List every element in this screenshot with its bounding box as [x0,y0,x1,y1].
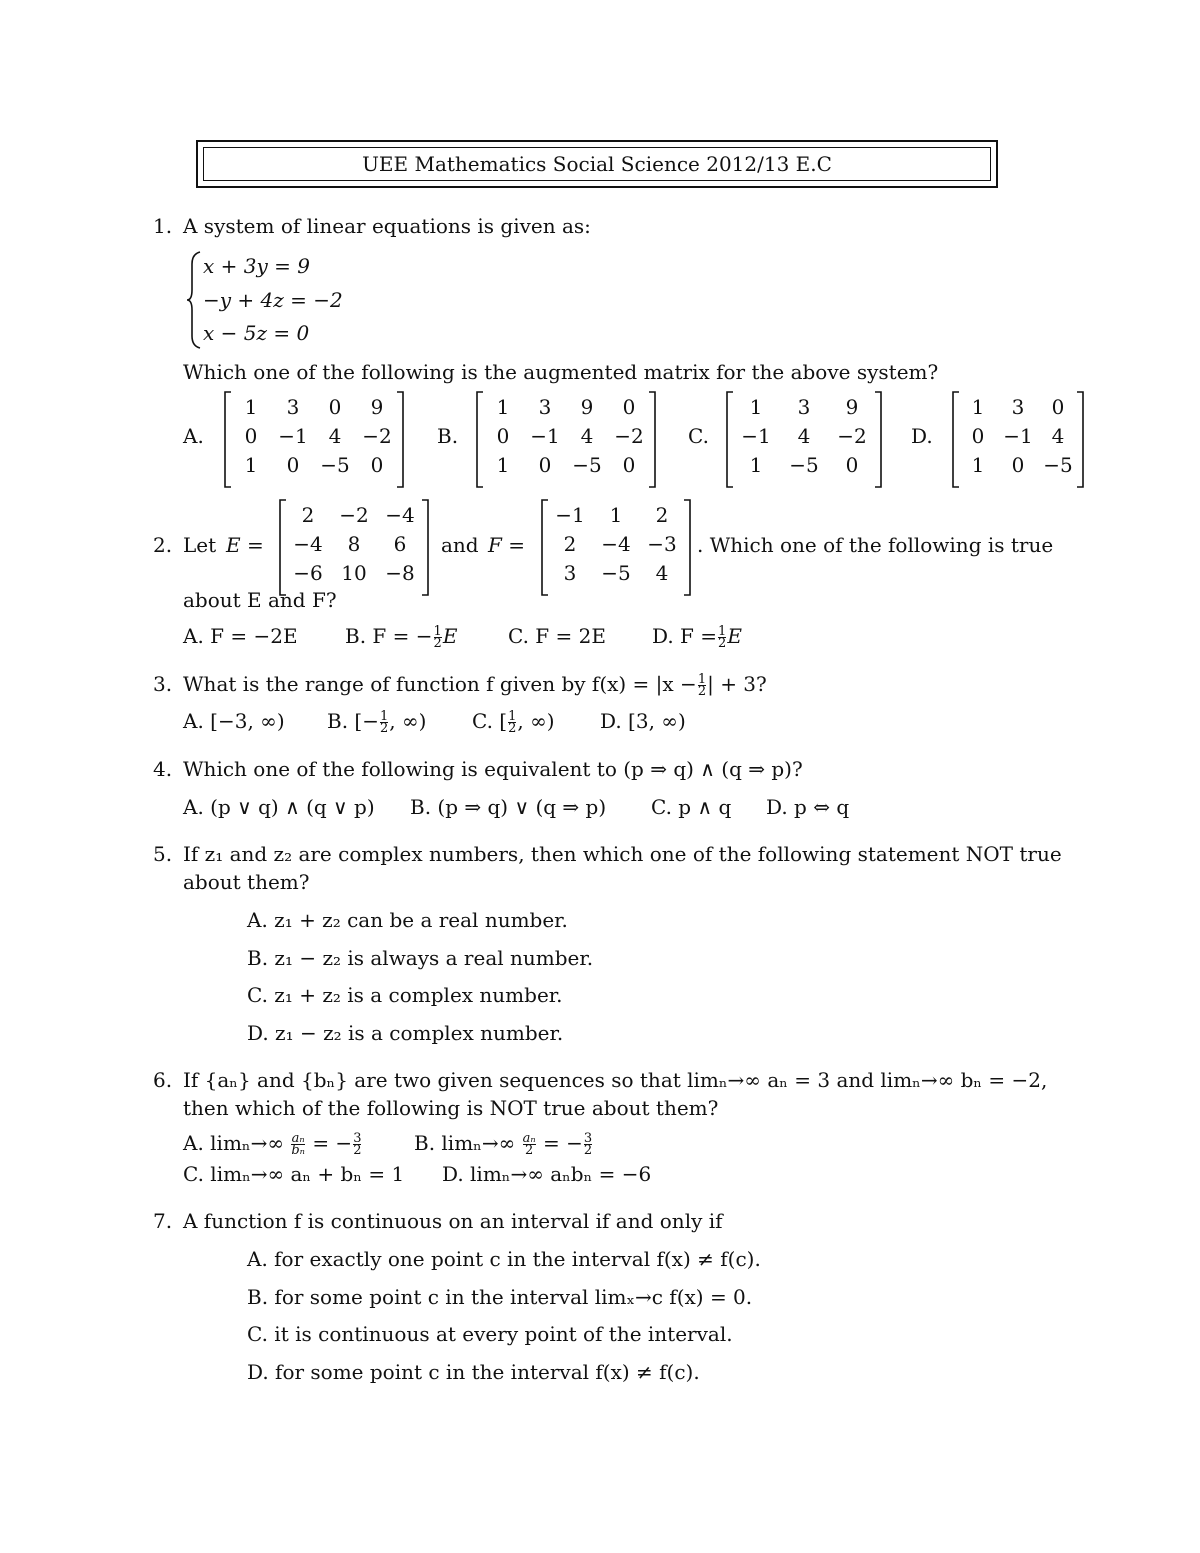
q1-option-b-matrix-cell: 1 [496,453,510,477]
q6-option-a-fraction [291,1133,305,1156]
q3-option-a[interactable]: A. [−3, ∞) [183,709,285,733]
q1-option-c-matrix-cell: 1 [749,453,763,477]
q2-option-b-post: E [442,624,458,648]
q1-option-b-matrix-cell: 9 [580,395,594,419]
fraction-denominator: 2 [508,721,517,736]
q7-option-b[interactable]: B. for some point c in the interval limₓ→c f(x) = 0. [247,1285,753,1309]
q4-stem: Which one of the following is equivalent to (p ⇒ q) ∧ (q ⇒ p)? [183,757,803,781]
fraction-denominator: 2 [523,1144,536,1156]
q4-option-a[interactable]: A. (p ∨ q) ∧ (q ∨ p) [183,795,375,819]
q6-number: 6. [153,1068,173,1092]
q1-option-b-matrix-cell: 0 [496,424,510,448]
q1-option-a-label[interactable]: A. [183,424,204,448]
q1-option-b-matrix-cell: −2 [614,424,644,448]
q2-matrix-e-grid-cell: 6 [393,532,407,556]
q6-option-b[interactable] [414,1131,593,1156]
q2-matrix-f-grid-cell: −4 [601,532,631,556]
q1-option-a-matrix-cell: −2 [362,424,392,448]
q2-option-b-pre: B. F = − [345,624,433,648]
q3-option-b[interactable] [327,709,426,734]
q1-option-c-matrix-cell: −2 [837,424,867,448]
q2-option-a[interactable]: A. F = −2E [183,624,298,648]
q3-stem-fraction [698,674,706,697]
q1-equation-2: −y + 4z = −2 [203,288,343,312]
fraction-numerator: 1 [379,709,389,724]
q1-option-d-matrix-cell: 4 [1051,424,1065,448]
q2-f-label: F = [488,533,525,557]
q1-option-b-matrix-cell: 1 [496,395,510,419]
q2-matrix-e-grid-cell: −8 [385,561,415,585]
fraction-numerator: aₙ [291,1131,305,1146]
q1-option-a-matrix-cell: −5 [320,453,350,477]
q1-option-a-matrix-cell: −1 [278,424,308,448]
fraction-numerator: 1 [433,624,442,639]
q1-number: 1. [153,214,173,238]
page-title: UEE Mathematics Social Science 2012/13 E.C [362,152,832,176]
q2-matrix-e-grid-cell: −2 [339,503,369,527]
q4-number: 4. [153,757,173,781]
q1-option-b-matrix [476,392,656,487]
q2-matrix-f-grid-cell: 3 [563,561,577,585]
q1-option-c-matrix-cell: 0 [845,453,859,477]
q1-option-b-label[interactable]: B. [437,424,459,448]
q5-option-c[interactable]: C. z₁ + z₂ is a complex number. [247,983,563,1007]
q2-matrix-f-grid-cell: 2 [655,503,669,527]
q1-option-b-matrix-cell: 0 [622,453,636,477]
q1-option-c-label[interactable]: C. [688,424,709,448]
q1-option-b-matrix-cell: 4 [580,424,594,448]
q1-option-c-matrix-cell: 1 [749,395,763,419]
fraction-numerator: 3 [353,1131,362,1146]
q1-option-d-matrix-cell: 1 [971,395,985,419]
fraction-numerator: aₙ [522,1131,536,1146]
q3-option-c[interactable] [472,709,555,734]
q6-stem-line2: then which of the following is NOT true about them? [183,1096,719,1120]
q1-option-d-label[interactable]: D. [911,424,933,448]
q2-matrix-e-grid-cell: −4 [293,532,323,556]
q7-option-c[interactable]: C. it is continuous at every point of the interval. [247,1322,733,1346]
q5-option-d[interactable]: D. z₁ − z₂ is a complex number. [247,1021,564,1045]
q1-option-c-matrix-cell: 4 [797,424,811,448]
q3-stem-pre: What is the range of function f given by f(x) = |x − [183,672,697,696]
q2-e-label: E = [226,533,264,557]
q1-equation-3: x − 5z = 0 [203,321,310,345]
q3-option-d[interactable]: D. [3, ∞) [600,709,686,733]
fraction-denominator: 2 [718,636,727,651]
q3-stem [183,672,767,697]
q3-option-c-post: , ∞) [517,709,555,733]
q6-option-a[interactable] [183,1131,362,1156]
q2-option-c[interactable]: C. F = 2E [508,624,606,648]
q2-stem-line2: about E and F? [183,588,337,612]
q4-option-d[interactable]: D. p ⇔ q [766,795,850,819]
q1-option-a-matrix-cell: 9 [370,395,384,419]
q6-option-a-result [353,1133,361,1156]
q2-stem-tail: . Which one of the following is true [697,533,1054,557]
q6-option-b-result [584,1133,592,1156]
q1-option-a-matrix-cell: 1 [244,453,258,477]
q5-number: 5. [153,842,173,866]
fraction-denominator: 2 [697,684,707,699]
q3-stem-post: | + 3? [707,672,767,696]
fraction-numerator: 3 [583,1131,593,1146]
q1-question: Which one of the following is the augmented matrix for the above system? [183,360,939,384]
q1-option-d-matrix-cell: 0 [971,424,985,448]
q5-option-a[interactable]: A. z₁ + z₂ can be a real number. [247,908,568,932]
q1-option-b-matrix-cell: −5 [572,453,602,477]
q7-stem: A function f is continuous on an interval if and only if [183,1209,723,1233]
q6-option-b-fraction [523,1133,536,1156]
q3-option-c-pre: C. [ [472,709,508,733]
q1-option-c-matrix-cell: 3 [797,395,811,419]
q3-option-b-pre: B. [− [327,709,379,733]
q1-option-b-matrix-cell: 3 [538,395,552,419]
q4-option-c[interactable]: C. p ∧ q [651,795,732,819]
q6-option-c[interactable]: C. limₙ→∞ aₙ + bₙ = 1 [183,1162,405,1186]
q1-option-d-matrix-cell: 0 [1011,453,1025,477]
q2-matrix-f-grid-cell: 1 [609,503,623,527]
q2-matrix-e-grid-cell: 2 [301,503,315,527]
q2-option-d-post: E [727,624,742,648]
q2-number: 2. [153,533,173,557]
q2-matrix-f-grid-cell: −3 [647,532,677,556]
q4-option-b[interactable]: B. (p ⇒ q) ∨ (q ⇒ p) [410,795,607,819]
q2-option-d[interactable] [652,624,742,649]
q1-option-c-matrix-cell: −1 [741,424,771,448]
q1-option-a-matrix-cell: 0 [286,453,300,477]
q6-option-d[interactable]: D. limₙ→∞ aₙbₙ = −6 [442,1162,652,1186]
q2-matrix-f-grid [541,500,691,595]
q6-option-b-mid: = − [543,1131,583,1155]
q1-option-a-matrix-cell: 4 [328,424,342,448]
fraction-denominator: 2 [583,1143,593,1158]
fraction-denominator: bₙ [291,1143,305,1158]
q2-option-d-pre: D. F = [652,624,718,648]
q1-system-brace [186,250,204,350]
q2-matrix-e-grid-cell: 10 [341,561,367,585]
q2-matrix-e-grid-cell: −4 [385,503,415,527]
q3-option-c-fraction [508,711,516,734]
q1-stem: A system of linear equations is given as: [183,214,591,238]
q1-option-a-matrix-cell: 3 [286,395,300,419]
q1-option-d-matrix-cell: −5 [1043,453,1073,477]
q3-option-b-post: , ∞) [389,709,427,733]
fraction-numerator: 1 [508,709,517,724]
q1-option-d-matrix-cell: 0 [1051,395,1065,419]
title-inner-frame [203,147,991,181]
q6-stem-line1: If {aₙ} and {bₙ} are two given sequences so that limₙ→∞ aₙ = 3 and limₙ→∞ bₙ = −2, [183,1068,1048,1092]
q1-option-d-matrix-cell: 3 [1011,395,1025,419]
q1-option-a-matrix-cell: 0 [328,395,342,419]
fraction-denominator: 2 [353,1143,362,1158]
fraction-numerator: 1 [697,672,707,687]
q1-option-c-matrix-cell: 9 [845,395,859,419]
fraction-denominator: 2 [433,636,442,651]
q2-option-d-fraction [718,626,726,649]
q1-option-b-matrix-cell: 0 [538,453,552,477]
fraction-numerator: 1 [718,624,727,639]
q2-matrix-f-grid-cell: −5 [601,561,631,585]
q5-stem-line1: If z₁ and z₂ are complex numbers, then which one of the following statement NOT true [183,842,1062,866]
q2-matrix-e-grid-cell: 8 [347,532,361,556]
title-box [196,140,998,188]
q1-option-a-matrix-cell: 0 [370,453,384,477]
q1-option-d-matrix-cell: 1 [971,453,985,477]
q1-option-c-matrix-cell: −5 [789,453,819,477]
fraction-denominator: 2 [379,721,389,736]
q2-and: and [441,533,479,557]
q2-matrix-e-grid-cell: −6 [293,561,323,585]
q1-option-a-matrix-cell: 1 [244,395,258,419]
q2-option-b-fraction [434,626,442,649]
q1-equation-1: x + 3y = 9 [203,254,310,278]
q5-stem-line2: about them? [183,870,310,894]
q2-matrix-f-grid-cell: 2 [563,532,577,556]
q1-option-d-matrix [952,392,1084,487]
q6-option-a-pre: A. limₙ→∞ [183,1131,284,1155]
q1-option-b-matrix-cell: 0 [622,395,636,419]
q1-option-c-matrix [726,392,882,487]
q6-option-a-mid: = − [312,1131,353,1155]
q5-option-b[interactable]: B. z₁ − z₂ is always a real number. [247,946,594,970]
q3-option-b-fraction [380,711,388,734]
q1-option-a-matrix [224,392,404,487]
q2-matrix-f-grid-cell: 4 [655,561,669,585]
q2-matrix-f-grid-cell: −1 [555,503,585,527]
q1-option-b-matrix-cell: −1 [530,424,560,448]
q6-option-b-pre: B. limₙ→∞ [414,1131,516,1155]
q2-matrix-e-grid [279,500,429,595]
q7-number: 7. [153,1209,173,1233]
q1-option-a-matrix-cell: 0 [244,424,258,448]
q2-option-b[interactable] [345,624,457,649]
q7-option-d[interactable]: D. for some point c in the interval f(x) ≠ f(c). [247,1360,700,1384]
q3-number: 3. [153,672,173,696]
q7-option-a[interactable]: A. for exactly one point c in the interval f(x) ≠ f(c). [247,1247,761,1271]
q1-option-d-matrix-cell: −1 [1003,424,1033,448]
q2-let: Let [183,533,217,557]
